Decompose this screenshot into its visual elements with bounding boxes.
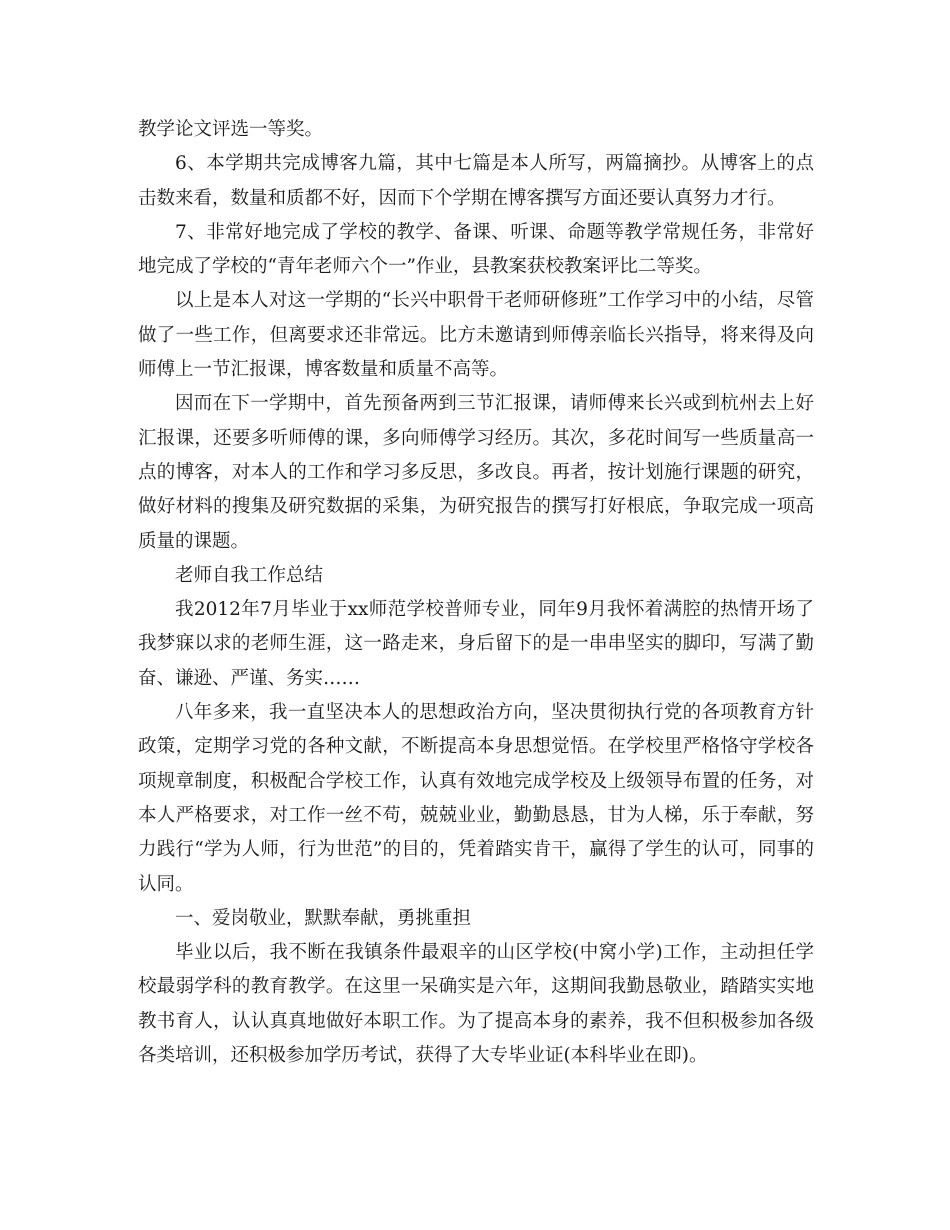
paragraph-political-stance: 八年多来，我一直坚决本人的思想政治方向，坚决贯彻执行党的各项教育方针政策，定期学习党的各种文献，不断提高本身思想觉悟。在学校里严格恪守学校各项规章制度，积极配合学校工作，认真有效地完成学校及上级领导布置的任务，对本人严格要求，对工作一丝不苟，兢兢业业，勤勤恳恳，甘为人梯，乐于奉献，努力践行“学为人师，行为世范”的目的，凭着踏实肯干，赢得了学生的认可，同事的认同。 (138, 702, 814, 895)
section-title: 老师自我工作总结 (175, 564, 324, 586)
paragraph-continuation: 教学论文评选一等奖。 (138, 119, 324, 140)
paragraph-intro: 我2012年7月毕业于xx师范学校普师专业，同年9月我怀着满腔的热情开场了我梦寐以求的老师生涯，这一路走来，身后留下的是一串串坚实的脚印，写满了勤奋、谦逊、严谨、务实…… (138, 599, 814, 689)
paragraph-item-7: 7、非常好地完成了学校的教学、备课、听课、命题等教学常规任务，非常好地完成了学校的“青年老师六个一”作业，县教案获校教案评比二等奖。 (138, 221, 814, 278)
paragraph-career: 毕业以后，我不断在我镇条件最艰辛的山区学校(中窝小学)工作，主动担任学校最弱学科的教育教学。在这里一呆确实是六年，这期间我勤恳敬业，踏踏实实地教书育人，认认真真地做好本职工作。为了提高本身的素养，我不但积极参加各级各类培训，还积极参加学历考试，获得了大专毕业证(本科毕业在即)。 (138, 942, 814, 1067)
paragraph-summary: 以上是本人对这一学期的“长兴中职骨干老师研修班”工作学习中的小结，尽管做了一些工作，但离要求还非常远。比方未邀请到师傅亲临长兴指导，将来得及向师傅上一节汇报课，博客数量和质量不高等。 (138, 290, 814, 381)
paragraph-item-6: 6、本学期共完成博客九篇，其中七篇是本人所写，两篇摘抄。从博客上的点击数来看，数量和质都不好，因而下个学期在博客撰写方面还要认真努力才行。 (138, 153, 814, 209)
subsection-heading: 一、爱岗敬业，默默奉献，勇挑重担 (175, 907, 472, 929)
document-body (138, 113, 814, 1073)
paragraph-next-term-plan: 因而在下一学期中，首先预备两到三节汇报课，请师傅来长兴或到杭州去上好汇报课，还要多听师傅的课，多向师傅学习经历。其次，多花时间写一些质量高一点的博客，对本人的工作和学习多反思，多改良。再者，按计划施行课题的研究，做好材料的搜集及研究数据的采集，为研究报告的撰写打好根底，争取完成一项高质量的课题。 (138, 393, 814, 552)
